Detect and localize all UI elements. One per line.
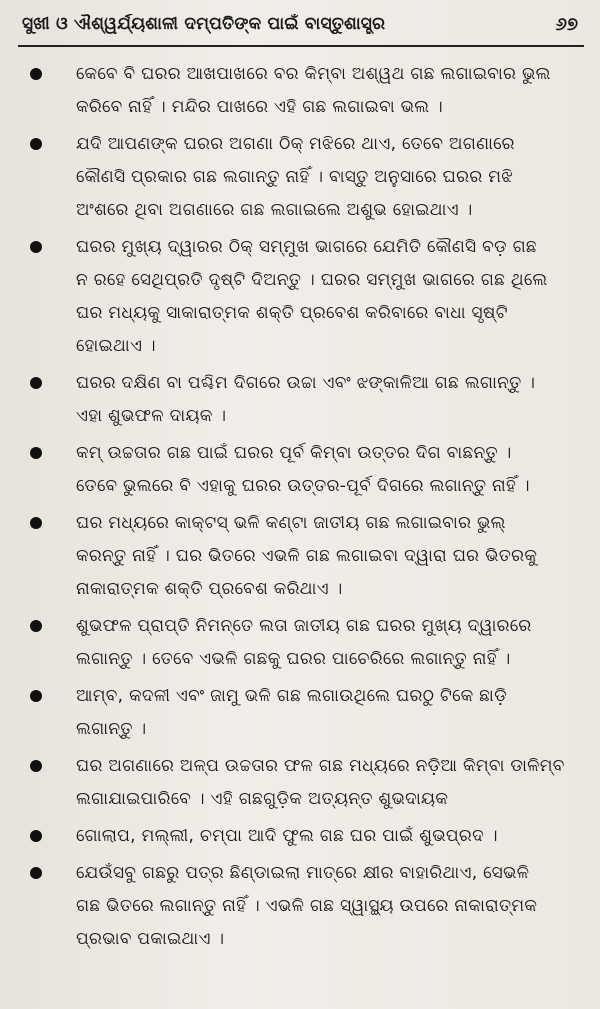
text-line: କରିବେ ନାହିଁ । ମନ୍ଦିର ପାଖରେ ଏହି ଗଛ ଲଗାଇବା ଭଲ ।	[76, 97, 444, 117]
list-item	[20, 680, 585, 746]
text-line: ଲଗାଯାଇପାରିବେ । ଏହି ଗଛଗୁଡ଼ିକ ଅତ୍ୟନ୍ତ ଶୁଭଦାୟକ	[76, 789, 449, 809]
text-line: କରନ୍ତୁ ନାହିଁ । ଘର ଭିତରେ ଏଭଳି ଗଛ ଲଗାଇବା ଦ୍ୱାରା ଘର ଭିତରକୁ	[76, 546, 538, 566]
bullet-icon	[30, 517, 42, 529]
header-title: ସୁଖୀ ଓ ଐଶ୍ୱର୍ଯ୍ୟଶାଳୀ ଦମ୍ପତିଙ୍କ ପାଇଁ ବାସ୍ତୁଶାସ୍ତ୍ର	[22, 14, 386, 34]
text-line: ଅଂଶରେ ଥିବା ଅଗଣାରେ ଗଛ ଲଗାଇଲେ ଅଶୁଭ ହୋଇଥାଏ ।	[76, 200, 473, 220]
text-line: ହୋଇଥାଏ ।	[76, 336, 156, 356]
bullet-icon	[30, 620, 42, 632]
list-item	[20, 128, 585, 227]
text-line: ନ ରହେ ସେଥିପ୍ରତି ଦୃଷ୍ଟି ଦିଅନ୍ତୁ । ଘରର ସମ୍ମୁଖ ଭାଗରେ ଗଛ ଥିଲେ	[76, 270, 548, 290]
text-line: ଆମ୍ବ, କଦଳୀ ଏବଂ ଜାମୁ ଭଳି ଗଛ ଲଗାଉଥିଲେ ଘରଠୁ ଟିକେ ଛାଡ଼ି	[76, 686, 507, 706]
bullet-icon	[30, 760, 42, 772]
running-header	[0, 0, 600, 48]
text-line: ଘରର ମୁଖ୍ୟ ଦ୍ୱାରର ଠିକ୍ ସମ୍ମୁଖ ଭାଗରେ ଯେମିତି କୌଣସି ବଡ଼ ଗଛ	[76, 237, 538, 257]
bullet-icon	[30, 447, 42, 459]
bullet-icon	[30, 867, 42, 879]
text-line: ଶୁଭଫଳ ପ୍ରାପ୍ତି ନିମନ୍ତେ ଲତା ଜାତୀୟ ଗଛ ଘରର ମୁଖ୍ୟ ଦ୍ୱାରରେ	[76, 616, 532, 636]
text-line: ପ୍ରଭାବ ପକାଇଥାଏ ।	[76, 929, 225, 949]
text-line: ଲଗାନ୍ତୁ ।	[76, 719, 147, 739]
text-line: ନାକାରାତ୍ମକ ଶକ୍ତି ପ୍ରବେଶ କରିଥାଏ ।	[76, 579, 343, 599]
text-line: ଘର ମଧ୍ୟକୁ ସାକାରାତ୍ମକ ଶକ୍ତି ପ୍ରବେଶ କରିବାରେ ବାଧା ସୃଷ୍ଟି	[76, 303, 508, 323]
bullet-list	[20, 58, 585, 960]
text-line: ଘରର ଦକ୍ଷିଣ ବା ପଶ୍ଚିମ ଦିଗରେ ଉଚ୍ଚା ଏବଂ ଝଙ୍କାଳିଆ ଗଛ ଲଗାନ୍ତୁ ।	[76, 373, 536, 393]
list-item	[20, 610, 585, 676]
text-line: କେବେ ବି ଘରର ଆଖପାଖରେ ବର କିମ୍ବା ଅଶ୍ୱଥ ଗଛ ଲଗାଇବାର ଭୁଲ	[76, 64, 551, 84]
text-line: ଗଛ ଭିତରେ ଲଗାନ୍ତୁ ନାହିଁ । ଏଭଳି ଗଛ ସ୍ୱାସ୍ଥ୍ୟ ଉପରେ ନାକାରାତ୍ମକ	[76, 896, 538, 916]
text-line: ଯେଉଁସବୁ ଗଛରୁ ପତ୍ର ଛିଣ୍ଡାଇଲା ମାତ୍ରେ କ୍ଷୀର ବାହାରିଥାଏ, ସେଭଳି	[76, 863, 530, 883]
text-line: ଯଦି ଆପଣଙ୍କ ଘରର ଅଗଣା ଠିକ୍ ମଝିରେ ଥାଏ, ତେବେ ଅଗଣାରେ	[76, 134, 515, 154]
page-number: ୬୭	[555, 13, 578, 35]
list-item	[20, 507, 585, 606]
list-item	[20, 58, 585, 124]
header-rule	[18, 45, 584, 47]
text-line: ତେବେ ଭୁଲରେ ବି ଏହାକୁ ଘରର ଉତ୍ତର-ପୂର୍ବ ଦିଗରେ ଲଗାନ୍ତୁ ନାହିଁ ।	[76, 476, 530, 496]
text-line: କୌଣସି ପ୍ରକାର ଗଛ ଲଗାନ୍ତୁ ନାହିଁ । ବାସ୍ତୁ ଅନୁସାରେ ଘରର ମଝି	[76, 167, 514, 187]
bullet-icon	[30, 377, 42, 389]
list-item	[20, 437, 585, 503]
bullet-icon	[30, 690, 42, 702]
bullet-icon	[30, 68, 42, 80]
bullet-icon	[30, 138, 42, 150]
bullet-icon	[30, 241, 42, 253]
text-line: ଘର ମଧ୍ୟରେ କାକ୍ଟସ୍ ଭଳି କଣ୍ଟା ଜାତୀୟ ଗଛ ଲଗାଇବାର ଭୁଲ୍	[76, 513, 506, 533]
text-line: କମ୍ ଉଚ୍ଚତାର ଗଛ ପାଇଁ ଘରର ପୂର୍ବ କିମ୍ବା ଉତ୍ତର ଦିଗ ବାଛନ୍ତୁ ।	[76, 443, 512, 463]
list-item	[20, 820, 585, 853]
list-item	[20, 750, 585, 816]
list-item	[20, 367, 585, 433]
text-line: ଏହା ଶୁଭଫଳ ଦାୟକ ।	[76, 406, 227, 426]
list-item	[20, 231, 585, 363]
text-line: ଗୋଲାପ, ମଲ୍ଲୀ, ଚମ୍ପା ଆଦି ଫୁଲ ଗଛ ଘର ପାଇଁ ଶୁଭପ୍ରଦ ।	[76, 826, 498, 846]
text-line: ଘର ଅଗଣାରେ ଅଳ୍ପ ଉଚ୍ଚତାର ଫଳ ଗଛ ମଧ୍ୟରେ ନଡ଼ିଆ କିମ୍ବା ଡାଳିମ୍ବ	[76, 756, 565, 776]
bullet-icon	[30, 830, 42, 842]
text-line: ଲଗାନ୍ତୁ । ତେବେ ଏଭଳି ଗଛକୁ ଘରର ପାଚେରିରେ ଲଗାନ୍ତୁ ନାହିଁ ।	[76, 649, 511, 669]
list-item	[20, 857, 585, 956]
